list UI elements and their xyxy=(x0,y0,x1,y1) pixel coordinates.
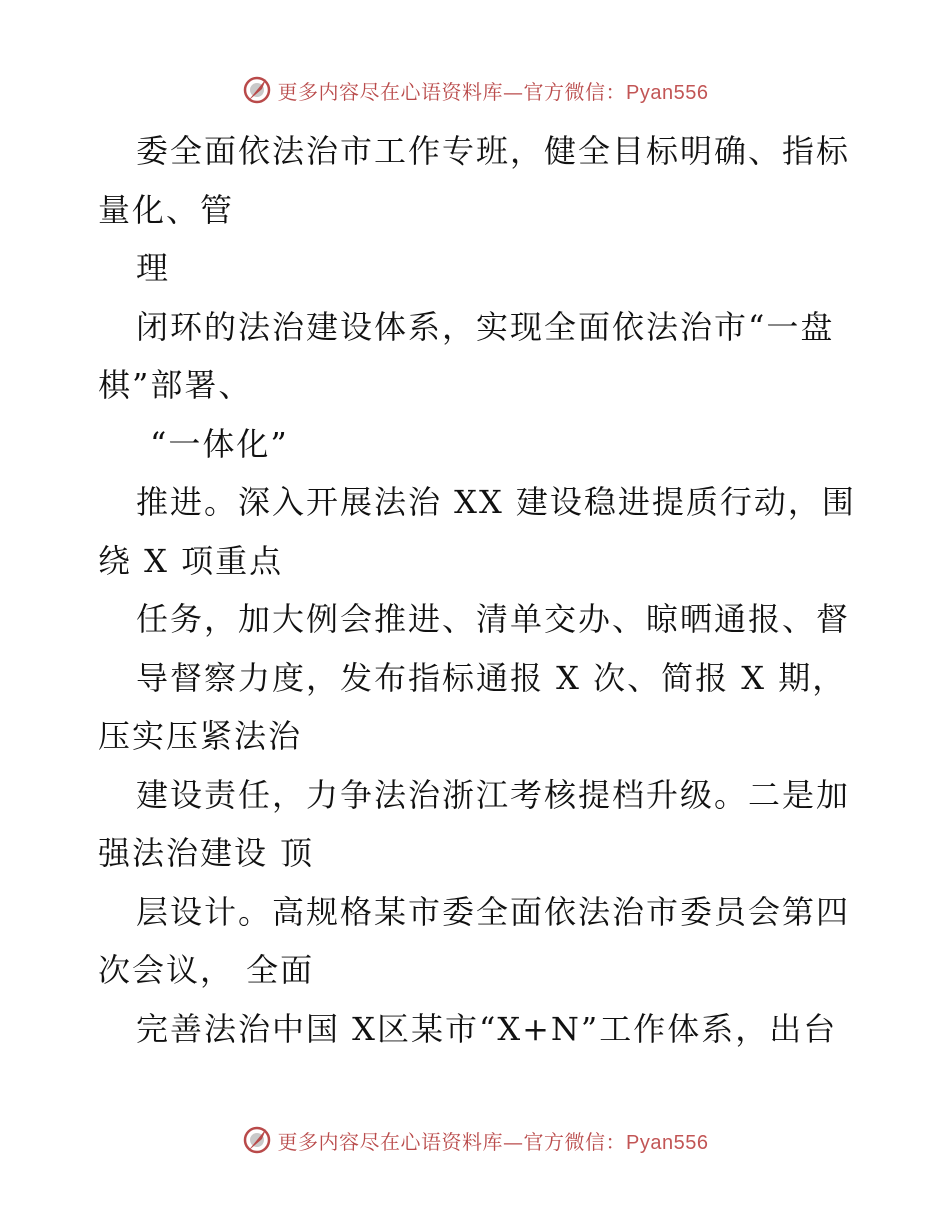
watermark-label: 更多内容尽在心语资料库—官方微信： xyxy=(277,79,627,104)
text-line: 棋”部署、 xyxy=(98,366,253,404)
text-line: “一体化” xyxy=(150,424,289,463)
text-line: 推进。深入开展法治 XX 建设稳进提质行动，围 xyxy=(136,483,856,521)
text-line: 强法治建设 顶 xyxy=(98,834,315,872)
text-line: 委全面依法治市工作专班，健全目标明确、指标 xyxy=(136,132,851,170)
text-line: 层设计。高规格某市委全面依法治市委员会第四 xyxy=(136,892,851,931)
document-body xyxy=(98,122,858,1058)
text-line: 导督察力度，发布指标通报 X 次、简报 X 期， xyxy=(136,658,847,697)
text-line: 建设责任，力争法治浙江考核提档升级。二是加 xyxy=(136,775,851,814)
text-line: 任务，加大例会推进、清单交办、晾晒通报、督 xyxy=(136,600,851,638)
watermark-wechat-id: Pyan556 xyxy=(626,1131,709,1154)
text-line: 完善法治中国 X区某市“X+N”工作体系，出台 xyxy=(136,1009,838,1048)
text-line: 压实压紧法治 xyxy=(98,717,303,755)
quill-logo-icon xyxy=(242,75,272,105)
watermark-header xyxy=(0,70,950,110)
text-line: 次会议， 全面 xyxy=(98,951,315,989)
text-line: 量化、管 xyxy=(98,190,235,229)
watermark-text xyxy=(278,1126,709,1155)
text-line: 理 xyxy=(136,249,171,287)
watermark-label: 更多内容尽在心语资料库—官方微信： xyxy=(277,1129,627,1154)
quill-logo-icon xyxy=(242,1125,272,1155)
watermark-text xyxy=(278,76,709,105)
text-line: 闭环的法治建设体系，实现全面依法治市“一盘 xyxy=(136,307,835,346)
watermark-wechat-id: Pyan556 xyxy=(626,81,709,104)
watermark-footer xyxy=(0,1120,950,1160)
text-line: 绕 X 项重点 xyxy=(98,541,284,580)
